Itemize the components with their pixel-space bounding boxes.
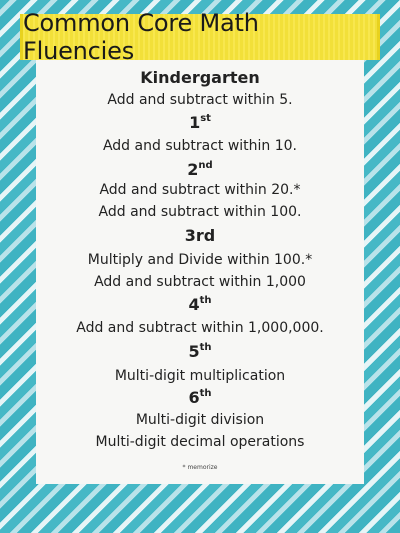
grade-heading-kindergarten	[36, 68, 364, 87]
grade-label: 3rd	[184, 226, 216, 245]
grade-heading-2nd	[36, 160, 364, 179]
grade-heading-1st	[36, 113, 364, 132]
grade-suffix: st	[200, 113, 211, 124]
grade-label: 1	[189, 113, 201, 132]
footnote: * memorize	[182, 464, 218, 471]
grade-label: 4	[188, 295, 200, 314]
grade-label: 2	[187, 160, 199, 179]
fluency-item: Add and subtract within 10.	[102, 138, 298, 154]
fluency-item: Multiply and Divide within 100.*	[87, 252, 313, 268]
grade-heading-5th	[36, 342, 364, 361]
fluency-item: Multi-digit division	[135, 412, 265, 428]
fluency-item: Multi-digit decimal operations	[95, 434, 305, 450]
grade-heading-3rd	[36, 226, 364, 245]
fluency-item: Add and subtract within 100.	[98, 204, 302, 220]
grade-heading-6th	[36, 388, 364, 407]
grade-label: 6	[188, 388, 200, 407]
grade-suffix: nd	[198, 160, 213, 171]
grade-suffix: th	[199, 295, 212, 306]
title-banner	[20, 9, 380, 65]
page-title: Common Core Math Fluencies	[23, 9, 259, 65]
fluency-item: Multi-digit multiplication	[114, 368, 286, 384]
fluency-item: Add and subtract within 5.	[107, 92, 293, 108]
grade-label: Kindergarten	[140, 68, 260, 87]
fluency-item: Add and subtract within 1,000	[94, 274, 306, 290]
grade-label: 5	[188, 342, 200, 361]
grade-suffix: th	[199, 342, 212, 353]
grade-suffix: th	[199, 388, 212, 399]
fluency-item: Add and subtract within 1,000,000.	[76, 320, 324, 336]
grade-heading-4th	[36, 295, 364, 314]
fluency-list	[36, 60, 364, 484]
fluency-item: Add and subtract within 20.*	[99, 182, 301, 198]
